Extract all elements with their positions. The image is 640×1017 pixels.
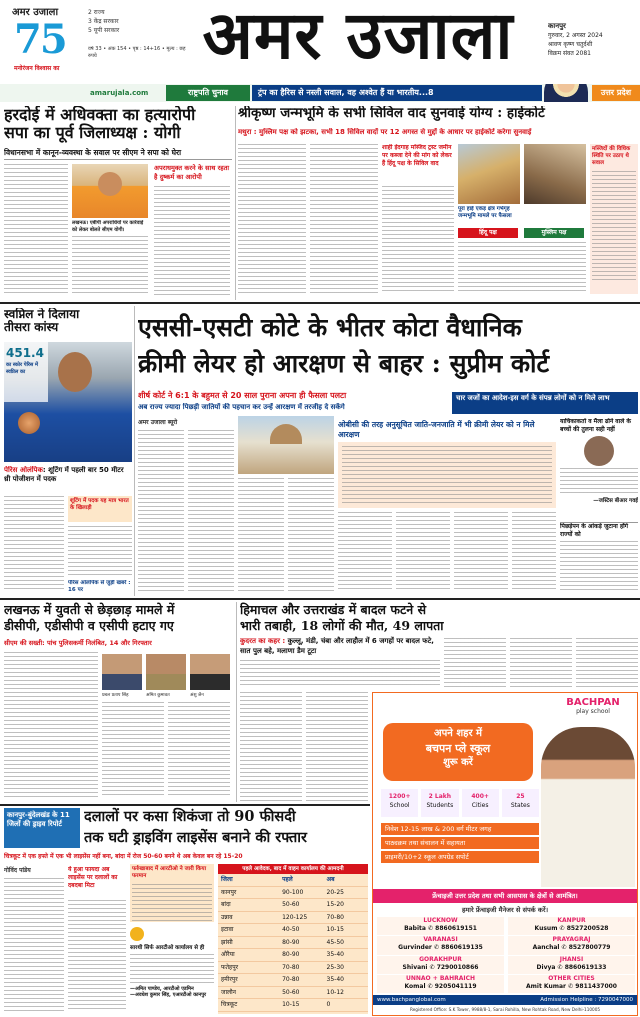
- muslim-party-badge: मुस्लिम पक्ष: [524, 228, 584, 238]
- contact-phone[interactable]: 9205041119: [434, 982, 477, 990]
- story-reservation: [138, 306, 638, 596]
- contact-phone[interactable]: 8527800779: [568, 944, 611, 952]
- ad-helpline[interactable]: Admission Helpline : 7290047000: [540, 997, 633, 1003]
- body-column: [288, 478, 334, 592]
- table-cell: 0: [326, 1001, 331, 1008]
- contact-phone[interactable]: 8860619135: [441, 944, 483, 952]
- photo-caption: [458, 206, 586, 226]
- quote-box: [130, 926, 214, 1012]
- table-header-row: [218, 874, 368, 887]
- story-license: [0, 806, 370, 1016]
- contact-city: JHANSI: [559, 955, 584, 963]
- contact-person: Babita ✆ 8860619151: [404, 925, 477, 932]
- contact-person: Amit Kumar ✆ 9811437000: [526, 982, 617, 990]
- table-cell: 80-90: [282, 951, 300, 958]
- body-column: [188, 430, 234, 592]
- anniversary-tagline: मनोरंजन विश्वास का: [14, 65, 60, 72]
- contact-person: Shivani ✆ 7290010866: [402, 963, 479, 971]
- table-row: [218, 949, 368, 962]
- side-box-title: अपराधमुक्त करने के साथ रहता है दुष्कर्म का आरोपी: [154, 164, 230, 181]
- body-column: [512, 512, 556, 592]
- column-divider: [134, 306, 135, 596]
- table-cell: कानपुर: [221, 888, 237, 896]
- table-cell: बांदा: [221, 901, 231, 908]
- contact-card[interactable]: [377, 975, 504, 993]
- tagline-3: शुरू करें: [443, 757, 473, 768]
- table-cell: चित्रकूट: [221, 1001, 238, 1008]
- body-column: [338, 512, 392, 592]
- brand-name: BACHPAN: [566, 697, 620, 708]
- trump-photo: [544, 84, 588, 102]
- contact-name: Babita: [404, 925, 426, 932]
- score-value: 451.4: [6, 346, 44, 360]
- side-box-title: याचिकाकर्ता व मैला ढोने वाले के बच्चों की तुलना सही नहीं: [560, 418, 631, 433]
- story-hardoi: [4, 104, 232, 300]
- anniversary-badge: [10, 16, 76, 64]
- quote-byline-2: —अवधेश कुमार सिंह, एआरटीओ कानपुर: [130, 992, 207, 998]
- inset-box: शूटिंग में पदक यह मात्र भारत के खिलाड़ी: [68, 496, 132, 522]
- deck-kicker: कुदरत का कहर :: [240, 637, 286, 645]
- stat-label: School: [389, 802, 410, 809]
- body-column: [238, 478, 284, 592]
- contact-city: PRAYAGRAJ: [552, 936, 591, 944]
- temple-photo: [458, 144, 520, 204]
- contact-name: Divya: [536, 963, 556, 971]
- body-column: [310, 144, 378, 294]
- headline-line-2: तक घटी ड्राइविंग लाइसेंस बनाने की रफ्तार: [84, 829, 307, 846]
- contact-name: Kusum: [534, 925, 558, 932]
- masthead: [0, 0, 640, 84]
- ticker-headline[interactable]: ट्रंप का हैरिस से नस्ली सवाल, वह अश्वेत हैं या भारतीय...8: [252, 85, 542, 101]
- table-row: [218, 937, 368, 950]
- judge-photo: [584, 436, 614, 466]
- contact-card[interactable]: [377, 936, 504, 954]
- body-column: [68, 900, 126, 1012]
- table-row: [218, 924, 368, 937]
- yogi-photo: [72, 164, 148, 218]
- photo-right-caption: जन्मभूमि मामले पर फैसला: [458, 213, 512, 219]
- medal-icon: [18, 412, 40, 434]
- stat-number: 2 Lakh: [428, 793, 452, 800]
- table-cell: जालौन: [221, 988, 236, 996]
- stat-label: Students: [426, 802, 454, 809]
- table-cell: 45-50: [326, 938, 344, 946]
- ad-tagline-bubble: [383, 723, 533, 781]
- contact-name: Gurvinder: [398, 944, 432, 952]
- bullet-item: पाठ्यक्रम तथा संचालन में सहायता: [381, 837, 539, 849]
- contact-phone[interactable]: 8860619133: [564, 963, 607, 971]
- quote-title: सारथी सिर्फ आरटीओ कार्यालय से ही: [130, 945, 205, 951]
- table-cell: 50-60: [282, 988, 300, 996]
- contact-phone[interactable]: 8527200528: [566, 925, 609, 932]
- deck-blue: अब राज्य ज्यादा पिछड़ी जातियों की पहचान कर उन्हें आरक्षण में तरजीह दे सकेंगे: [138, 403, 345, 411]
- headline[interactable]: [138, 310, 638, 388]
- contact-city: OTHER CITIES: [548, 974, 595, 982]
- ticker-bar: [0, 84, 640, 102]
- sidebar-title: मस्जिदों की विधिक स्थिति पर उठाए थे सवाल: [592, 146, 631, 166]
- headline-line-1: हरदोई में अधिवक्ता का हत्यारोपी: [4, 106, 196, 124]
- contact-city: GORAKHPUR: [419, 955, 462, 963]
- contact-person: Komal ✆ 9205041119: [404, 982, 477, 990]
- table-cell: 25-30: [326, 963, 344, 971]
- tagline-2: बचपन प्ले स्कूल: [425, 742, 491, 755]
- contact-person: Divya ✆ 8860619133: [536, 963, 607, 971]
- body-column: [510, 638, 572, 688]
- stat-number: 25: [516, 793, 525, 800]
- table-cell: 40-50: [282, 926, 300, 933]
- contact-city: KANPUR: [557, 917, 586, 924]
- headline-line-1: एससी-एसटी कोटे के भीतर कोटा वैधानिक: [138, 313, 522, 342]
- headline-line-1: स्वप्निल ने दिलाया: [4, 308, 80, 321]
- stats-table: [218, 864, 368, 1014]
- contact-card[interactable]: [508, 936, 635, 954]
- headline-line-2: डीसीपी, एडीसीपी व एसीपी हटाए गए: [4, 618, 174, 633]
- stat-label: Cities: [471, 802, 489, 809]
- notice-box: [130, 864, 214, 922]
- stat-item: [421, 789, 458, 817]
- ad-stats: [381, 789, 539, 817]
- side-box: [560, 418, 638, 518]
- contact-name: Aanchal: [532, 944, 560, 952]
- story-swapnil: [4, 306, 132, 596]
- index-item[interactable]: 5 यूपी सरकार: [88, 27, 120, 34]
- stat-label: States: [510, 802, 530, 809]
- headline-line-2: क्रीमी लेयर हो आरक्षण से बाहर : सुप्रीम कोर्ट: [138, 349, 550, 378]
- more-box[interactable]: पेरिस ओलंपिक से जुड़ी खबरें : 16 पर: [68, 580, 131, 593]
- table-cell: झांसी: [221, 938, 233, 946]
- bachpan-ad[interactable]: [372, 692, 638, 1016]
- sub-headline: ओबीसी की तरह अनुसूचित जाति-जनजाति में भी क्रीमी लेयर को न मिले आरक्षण: [338, 420, 535, 439]
- table-row: [218, 987, 368, 1000]
- index-item[interactable]: 2 राज्य: [88, 9, 105, 16]
- region-label: उत्तर प्रदेश: [592, 85, 640, 101]
- body-column: [240, 660, 440, 688]
- headline[interactable]: [4, 308, 132, 340]
- contact-person: Kusum ✆ 8527200528: [534, 925, 609, 932]
- crowd-photo: [524, 144, 586, 204]
- table-cell: उन्नाव: [221, 913, 233, 921]
- score-caption: का स्कोर पेरिस में स्वप्निल का: [6, 362, 39, 375]
- ad-website[interactable]: www.bachpanglobal.com: [377, 997, 446, 1003]
- body-column: [444, 638, 506, 688]
- table-body: [218, 874, 368, 1012]
- contact-person: Aanchal ✆ 8527800779: [532, 944, 611, 952]
- quote-body: [130, 954, 214, 986]
- athlete-face: [58, 352, 92, 392]
- mugshot-name: प्रबल प्रताप सिंह: [102, 693, 129, 698]
- side-box-body: [560, 468, 638, 496]
- sidebar-box: [590, 144, 638, 294]
- headline-line-1: दलालों पर कसा शिकंजा तो 90 फीसदी: [84, 808, 296, 825]
- body-column: [306, 692, 368, 802]
- section-rule: [0, 598, 640, 600]
- deck-red: शीर्ष कोर्ट ने 6:1 के बहुमत से 20 साल पुराना अपना ही फैसला पलटा: [138, 391, 347, 400]
- table-row: [218, 962, 368, 975]
- headline-line-2: सपा का पूर्व जिलाध्यक्ष : योगी: [4, 122, 181, 142]
- highlight-body: [342, 446, 552, 504]
- table-header-cell: पहले: [282, 876, 293, 883]
- photo-face: [98, 172, 122, 196]
- table-row: [218, 899, 368, 912]
- table-cell: 120-125: [282, 913, 308, 921]
- notice-title: फर्रुखाबाद में आरटीओ ने जारी किया फरमान: [132, 866, 206, 879]
- body-column: [4, 878, 64, 1012]
- table-row: [218, 999, 368, 1012]
- contact-city: VARANASI: [423, 936, 458, 944]
- stat-item: [502, 789, 539, 817]
- contact-phone[interactable]: 8860619151: [435, 925, 477, 932]
- hindu-party-badge: हिंदू पक्ष: [458, 228, 518, 238]
- body-column: [382, 186, 454, 294]
- table-row: [218, 974, 368, 987]
- index-item[interactable]: 3 केंद्र सरकार: [88, 18, 119, 25]
- contact-card[interactable]: [377, 956, 504, 974]
- side-box-byline: —जस्टिस बीआर गवई: [593, 498, 638, 504]
- lower-box: [560, 522, 638, 594]
- contact-person: Gurvinder ✆ 8860619135: [398, 944, 483, 952]
- deck: सीएम की सख्ती: पांच पुलिसकर्मी निलंबित, 14 और गिरफ्तार: [4, 639, 152, 647]
- table-cell: 70-80: [282, 976, 300, 983]
- sidebar-body: [592, 171, 636, 281]
- brand-sub: play school: [576, 708, 610, 715]
- column-divider: [236, 602, 237, 802]
- headline[interactable]: [4, 602, 234, 636]
- deck: चित्रकूट में एक हफ्ते में एक भी लाइसेंस नहीं बना, बांदा में रोज 50-60 बनने थे अब केवल बन रहे 15-20: [4, 853, 243, 860]
- body-column: [238, 144, 306, 294]
- table-header-cell: अब: [326, 876, 335, 883]
- notice-body: [132, 884, 212, 922]
- contact-card[interactable]: [508, 917, 635, 935]
- table-row: [218, 912, 368, 925]
- headline[interactable]: [240, 602, 638, 636]
- edition-meta: वर्ष 33 • अंक 154 • पृष्ठ : 14+16 • मूल्य : छह रुपये: [88, 46, 186, 59]
- deck: विधानसभा में कानून-व्यवस्था के सवाल पर सीएम ने सपा को घेरा: [4, 148, 232, 160]
- headline-line-1: लखनऊ में युवती से छेड़छाड़ मामले में: [4, 602, 175, 617]
- section-rule: [0, 302, 640, 304]
- kicker-box: कानपुर-बुंदेलखंड के 11 जिलों की ड्राइव रिपोर्ट: [4, 808, 80, 848]
- olympic-tag: [4, 466, 132, 492]
- table-cell: 20-25: [326, 888, 344, 896]
- table-cell: 10-15: [282, 1001, 300, 1008]
- samvat: विक्रम संवत 2081: [548, 50, 591, 57]
- election-label[interactable]: राष्ट्रपति चुनाव: [166, 85, 250, 101]
- table-cell: औरैया: [221, 951, 235, 958]
- franchise-banner: फ्रेंचाइजी उत्तर प्रदेश तथा सभी आसपास के क्षेत्रों से आमंत्रित।: [373, 889, 637, 903]
- ad-footer-bar: [373, 995, 637, 1005]
- body-column: [396, 512, 450, 592]
- body-column: [168, 702, 230, 798]
- ad-girl-photo: [541, 727, 635, 887]
- newspaper-logo[interactable]: अमर उजाला: [202, 0, 514, 74]
- body-column: [4, 164, 68, 296]
- bullet-item: निवेश 12-15 लाख & 200 वर्ग मीटर जगह: [381, 823, 539, 835]
- contact-city: LUCKNOW: [423, 917, 458, 924]
- column-divider: [235, 106, 236, 300]
- inset-title: शाही ईदगाह मस्जिद ट्रस्ट जमीन पर कब्जा देने की मांग को लेकर हैं हिंदू पक्ष के सिविल वाद: [382, 144, 452, 167]
- tag-label: पेरिस ओलंपिक: [4, 466, 43, 474]
- headline-line-2: तीसरा कांस्य: [4, 320, 59, 335]
- contact-card[interactable]: [508, 975, 635, 993]
- issue-date: गुरुवार, 2 अगस्त 2024: [548, 32, 603, 39]
- table-cell: 10-12: [326, 988, 344, 996]
- stat-number: 400+: [471, 793, 489, 800]
- score-box: [4, 342, 48, 402]
- hindu-calendar: श्रावण कृष्ण चतुर्दशी: [548, 41, 593, 48]
- table-cell: 80-90: [282, 938, 300, 946]
- headline-line-1: हिमाचल और उत्तराखंड में बादल फटने से: [240, 602, 427, 617]
- tag-text: : शूटिंग में पहली बार 50 मीटर थ्री पोजीशन में पदक: [4, 466, 124, 483]
- table-cell: 90-100: [282, 888, 304, 896]
- ad-office: Registered Office: S.K Tower, 9988/8-1, Sarai Rohilla, New Rohtak Road, New Delhi-110005: [409, 1007, 601, 1012]
- side-question: ये हुआ फायदा अब लाइसेंस पर दलालों का दबदबा मिटा: [68, 866, 118, 889]
- table-cell: 50-60: [282, 901, 300, 908]
- site-link[interactable]: amarujala.com: [90, 89, 149, 97]
- stat-number: 1200+: [388, 793, 411, 800]
- quote-byline: —अमित पाण्डेय, आरटीओ एडमिन: [130, 986, 194, 992]
- tagline-1: अपने शहर में: [433, 728, 482, 739]
- mugshot: [146, 654, 186, 690]
- contact-name: Komal: [404, 982, 426, 990]
- body-column: [68, 526, 132, 576]
- contact-card[interactable]: [377, 917, 504, 935]
- story-himachal: [240, 602, 638, 690]
- story-krishna: [238, 104, 638, 300]
- table-title: पहले आवेदक, बाद में वाहन कार्यालय की आमदनी: [218, 864, 368, 874]
- headline-line-2: भारी तबाही, 18 लोगों की मौत, 49 लापता: [240, 618, 444, 633]
- bullet-item: प्राइमरी/10+2 स्कूल अपग्रेड सपोर्ट: [381, 851, 539, 863]
- byline: अमर उजाला ब्यूरो: [138, 419, 178, 426]
- body-column: [154, 186, 230, 296]
- body-column: [458, 242, 586, 294]
- headline[interactable]: श्रीकृष्ण जन्मभूमि के सभी सिविल वाद सुनवाई योग्य : हाईकोर्ट: [238, 106, 545, 121]
- body-column: [454, 512, 508, 592]
- table-cell: हमीरपुर: [221, 976, 238, 983]
- contact-city: UNNAO + BAHRAICH: [405, 974, 476, 982]
- table-cell: 10-15: [326, 926, 344, 933]
- stat-item: [381, 789, 418, 817]
- deck: मथुरा : मुस्लिम पक्ष को झटका, सभी 18 सिविल वादों पर 12 अगस्त से मुद्दों के आधार पर हाईकोर्ट करेगा सुनवाई: [238, 128, 532, 136]
- table-cell: 70-80: [326, 913, 344, 921]
- body-column: [4, 496, 64, 592]
- side-deck: चार जजों का आदेश-इस वर्ग के संपन्न लोगों को न मिले लाभ: [452, 392, 638, 414]
- body-column: [102, 702, 164, 798]
- contact-name: Amit Kumar: [526, 982, 566, 990]
- court-dome: [270, 424, 302, 444]
- body-column: [576, 638, 638, 688]
- mugshot-name: अमित कुमावत: [146, 693, 170, 698]
- anniversary-number: 75: [14, 16, 66, 62]
- table-header-cell: जिला: [221, 876, 233, 883]
- ad-bullets: [381, 823, 539, 871]
- body-column: [138, 430, 184, 592]
- court-photo: [238, 416, 334, 474]
- byline: गोविंद पांडेय: [4, 867, 31, 874]
- contact-grid: [377, 917, 635, 993]
- contact-phone[interactable]: 9811437000: [575, 982, 617, 990]
- mugshot-name: अंशु जैन: [190, 693, 204, 698]
- photo-left-caption: पूरा हाई एकड़ क्षेत्र गर्भगृह: [458, 206, 510, 212]
- index-list: [88, 8, 158, 38]
- deck: [240, 636, 440, 658]
- body-column: [4, 652, 98, 798]
- table-cell: फतेहपुर: [221, 963, 239, 971]
- headline[interactable]: [4, 106, 232, 146]
- body-column: [72, 236, 148, 296]
- deck-text: कुल्लू, मंडी, चंबा और लाहौल में 6 जगहों पर बादल फटे, सात पुल बहे, मलाणा डैम टूटा: [240, 637, 434, 655]
- dateline: [548, 22, 640, 72]
- stat-item: [462, 789, 499, 817]
- ad-brand: [553, 697, 633, 723]
- story-lucknow: [4, 602, 234, 802]
- lower-box-body: [560, 541, 638, 591]
- photo-caption: लखनऊ। एबीपी अपराधियों पर कार्रवाई को लेकर बोलते सीएम योगी।: [72, 220, 144, 233]
- table-row: [218, 887, 368, 900]
- contact-name: Shivani: [402, 963, 428, 971]
- mugshot: [102, 654, 142, 690]
- table-cell: 15-20: [326, 901, 344, 908]
- table-cell: 35-40: [326, 976, 344, 983]
- contact-card[interactable]: [508, 956, 635, 974]
- contact-phone[interactable]: 7290010866: [436, 963, 479, 971]
- mugshot: [190, 654, 230, 690]
- lower-box-title: पिछड़ेपन के आंकड़े जुटाना होंगे राज्यों को: [560, 523, 629, 538]
- quote-icon: [130, 927, 144, 941]
- table-cell: इटावा: [221, 926, 234, 933]
- table-cell: 70-80: [282, 963, 300, 971]
- highlight-box: [338, 442, 556, 508]
- body-column: [240, 692, 302, 802]
- headline[interactable]: [84, 806, 370, 850]
- contact-line: हमारे फ्रेंचाइजी मैनेजर से संपर्क करें।: [461, 906, 549, 914]
- city-name: कानपुर: [548, 22, 566, 30]
- table-cell: 35-40: [326, 951, 344, 958]
- mini-logo: अमर उजाला: [12, 7, 59, 18]
